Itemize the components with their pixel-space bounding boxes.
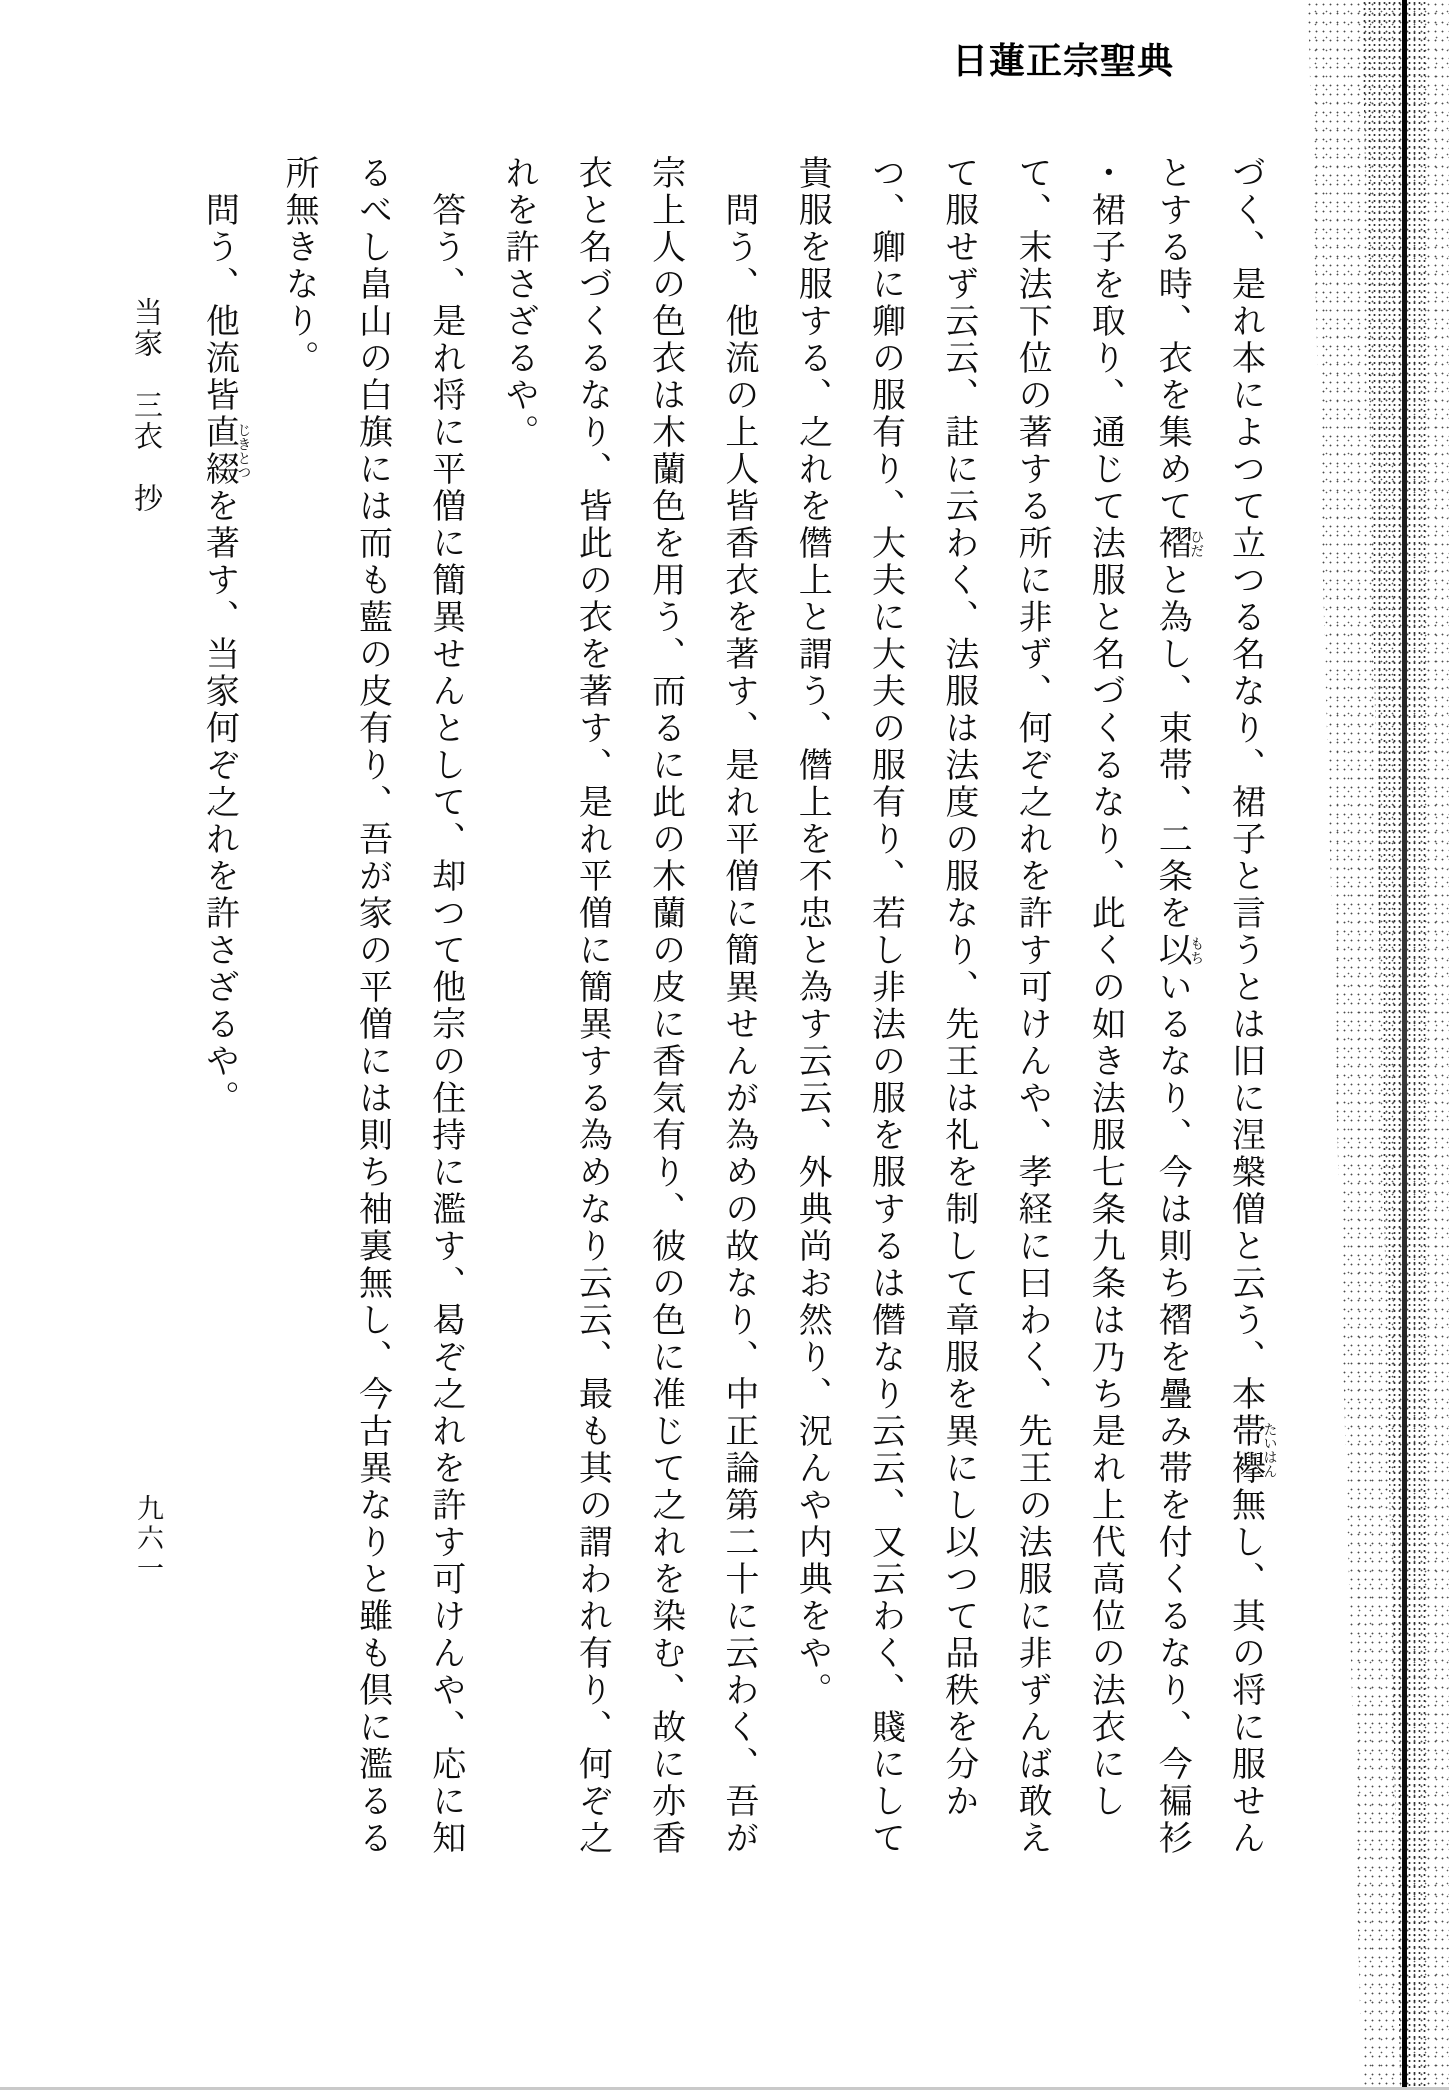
text-column: れを許さざるや。 bbox=[500, 155, 538, 451]
text-column: ・裙子を取り、通じて法服と名づくるなり、此くの如き法服七条九条は乃ち是れ上代高位の法衣にし bbox=[1086, 155, 1124, 1820]
text-column: て、末法下位の著する所に非ず、何ぞ之れを許す可けんや、孝経に曰わく、先王の法服に非ずんば敢え bbox=[1013, 155, 1051, 1857]
text-column: 衣と名づくるなり、皆此の衣を著す、是れ平僧に簡異する為めなり云云、最も其の謂われ有り、何ぞ之 bbox=[573, 155, 611, 1857]
text-column: 問う、他流の上人皆香衣を著す、是れ平僧に簡異せんが為めの故なり、中正論第二十に云わく、吾が bbox=[719, 192, 757, 1857]
furigana-ruby: 直綴じきとつ bbox=[200, 414, 251, 488]
text-column: づく、是れ本によつて立つる名なり、裙子と言うとは旧に涅槃僧と云う、本帯襷たいはん無し、其の将に服せん bbox=[1226, 155, 1277, 1857]
text-column: とする時、衣を集めて褶ひだと為し、束帯、二条を以もちいるなり、今は則ち褶を疊み帯を付くるなり、今褊衫 bbox=[1153, 155, 1204, 1857]
running-head-title: 日蓮正宗聖典 bbox=[952, 40, 1175, 81]
furigana-ruby: 帯襷たいはん bbox=[1226, 1413, 1277, 1487]
scan-gutter-line bbox=[1402, 0, 1407, 2090]
furigana-ruby: 褶ひだ bbox=[1153, 525, 1204, 562]
text-column: つ、卿に卿の服有り、大夫に大夫の服有り、若し非法の服を服するは僭なり云云、又云わく、賤にして bbox=[866, 155, 904, 1857]
text-column: 問う、他流皆直綴じきとつを著す、当家何ぞ之れを許さざるや。 bbox=[200, 192, 251, 1117]
text-column: 答う、是れ将に平僧に簡異せんとして、却つて他宗の住持に濫す、曷ぞ之れを許す可けんや、応に知 bbox=[426, 192, 464, 1857]
folio-page-number: 九六一 bbox=[133, 1494, 163, 1584]
text-column: て服せず云云、註に云わく、法服は法度の服なり、先王は礼を制して章服を異にし以つて品秩を分か bbox=[939, 155, 977, 1820]
text-column: るべし畠山の白旗には而も藍の皮有り、吾が家の平僧には則ち袖裏無し、今古異なりと雖も倶に濫るる bbox=[353, 155, 391, 1857]
text-column: 所無きなり。 bbox=[280, 155, 318, 377]
section-side-label: 当家 三衣 抄 bbox=[130, 297, 162, 514]
main-text-block bbox=[177, 155, 1276, 1875]
text-column: 貴服を服する、之れを僭上と謂う、僭上を不忠と為す云云、外典尚お然り、況んや内典をや。 bbox=[793, 155, 831, 1709]
furigana-ruby: 以もち bbox=[1153, 932, 1204, 969]
text-column: 宗上人の色衣は木蘭色を用う、而るに此の木蘭の皮に香気有り、彼の色に准じて之れを染む、故に亦香 bbox=[646, 155, 684, 1857]
